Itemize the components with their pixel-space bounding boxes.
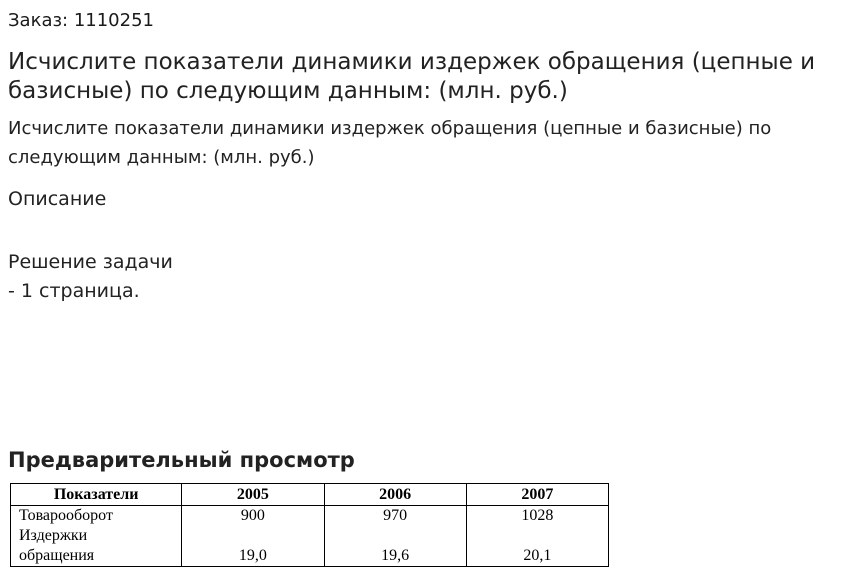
cell-turnover-2007: 1028 <box>466 506 608 527</box>
cell-turnover-2005: 900 <box>182 506 324 527</box>
column-header-2007: 2007 <box>466 484 608 506</box>
row-label-costs-line2: обращения <box>11 546 182 567</box>
order-number: Заказ: 1110251 <box>8 10 154 31</box>
solution-pages: - 1 страница. <box>8 280 140 302</box>
description-heading: Описание <box>8 188 107 210</box>
cell-costs-2007: 20,1 <box>466 546 608 567</box>
table-header-row <box>11 484 609 506</box>
cell-turnover-2006: 970 <box>324 506 466 527</box>
column-header-2006: 2006 <box>324 484 466 506</box>
task-description: Исчислите показатели динамики издержек обращения (цепные и базисные) по следующим данным: (млн. руб.) <box>8 118 772 168</box>
solution-title: Решение задачи <box>8 251 173 273</box>
table-row-turnover <box>11 506 609 527</box>
column-header-2005: 2005 <box>182 484 324 506</box>
cell-costs-2005: 19,0 <box>182 546 324 567</box>
preview-table <box>10 483 609 567</box>
cell-costs-2006: 19,6 <box>324 546 466 567</box>
table-row-costs-label <box>11 526 609 546</box>
column-header-indicator: Показатели <box>11 484 182 506</box>
row-label-costs-line1: Издержки <box>11 526 182 546</box>
page-title: Исчислите показатели динамики издержек обращения (цепные и базисные) по следующим данным: (млн. руб.) <box>8 49 816 104</box>
table-row-costs <box>11 546 609 567</box>
preview-heading: Предварительный просмотр <box>8 448 355 472</box>
row-label-turnover: Товарооборот <box>11 506 182 527</box>
